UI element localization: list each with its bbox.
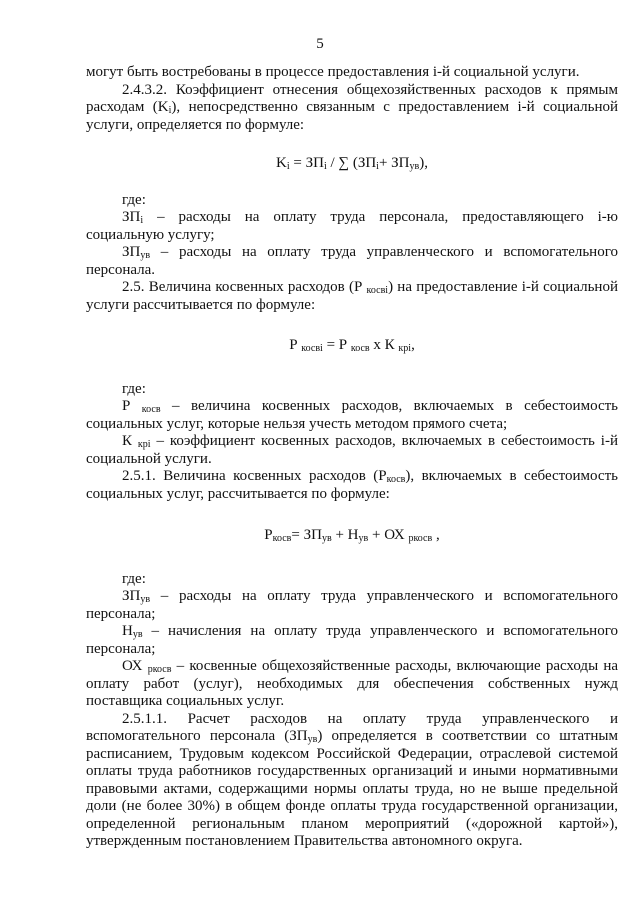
definition-rkosv: Р $_{косв}$ – величина косвенных расходов, включаемых в себестоимость социальных услуг, которые нельзя учесть методом прямого счета;: [86, 398, 618, 432]
paragraph-continuation: могут быть востребованы в процессе предоставления i-й социальной услуги.: [86, 64, 580, 80]
paragraph-2-4-3-2: 2.4.3.2. Коэффициент отнесения общехозяйственных расходов к прямым расходам $(K_i)$, непосредственно связанным с предоставлением i-й социальной услуги, определяется по формуле:: [86, 81, 618, 133]
definition-zpuv: $ЗП_{ув}$ – расходы на оплату труда управленческого и вспомогательного персонала.: [86, 244, 618, 278]
paragraph-2-5-1: 2.5.1. Величина косвенных расходов $(Р_{косв})$, включаемых в себестоимость социальных услуг, рассчитывается по формуле:: [86, 468, 618, 502]
page-number: 5: [316, 36, 324, 52]
definition-ox: ОХ $_{ркосв}$ – косвенные общехозяйственные расходы, включающие расходы на оплату работ (услуг), необходимых для обеспечения собственных нужд поставщика социальных услуг.: [86, 658, 619, 709]
definition-kkri: К $_{крi}$ – коэффициент косвенных расходов, включаемых в себестоимость i-й социальной услуги.: [86, 433, 618, 467]
where-label: где:: [122, 191, 146, 208]
where-label: где:: [122, 380, 146, 397]
formula-rkosvi: Р $_{косвi}$ = Р $_{косв}$ х К $_{крi}$,: [289, 337, 415, 354]
definition-zpi: $ЗП_i$ – расходы на оплату труда персонала, предоставляющего i-ю социальную услугу;: [86, 209, 618, 243]
where-label: где:: [122, 570, 146, 587]
formula-ki: $K_i = ЗП_i$ / ∑ $(ЗП_i+ ЗП_{ув})$,: [276, 155, 428, 172]
formula-rkosv: $Р_{косв}= ЗП_{ув} + Н_{ув}$ + ОХ $_{ркосв}$ ,: [264, 527, 440, 544]
document-body: [86, 64, 618, 851]
paragraph-2-5: 2.5. Величина косвенных расходов (Р $_{косвi}$) на предоставление i-й социальной услуги рассчитывается по формуле:: [86, 279, 618, 313]
definition-nuv: $Н_{ув}$ – начисления на оплату труда управленческого и вспомогательного персонала;: [86, 623, 618, 657]
paragraph-2-5-1-1: 2.5.1.1. Расчет расходов на оплату труда управленческого и вспомогательного персонала $(ЗП_{ув})$ определяется в соответствии со штатным расписанием, Трудовым кодексом Российской Федерации, отраслевой системой оплаты труда работников государственных организаций и иными нормативными правовыми актами, содержащими нормы оплаты труда, но не выше предельной доли (не более 30%) в общем фонде оплаты труда государственной организации, определенной региональным планом мероприятий («дорожной картой»), утвержденным постановлением Правительства автономного округа.: [86, 710, 618, 849]
definition-zpuv: $ЗП_{ув}$ – расходы на оплату труда управленческого и вспомогательного персонала;: [86, 588, 618, 622]
